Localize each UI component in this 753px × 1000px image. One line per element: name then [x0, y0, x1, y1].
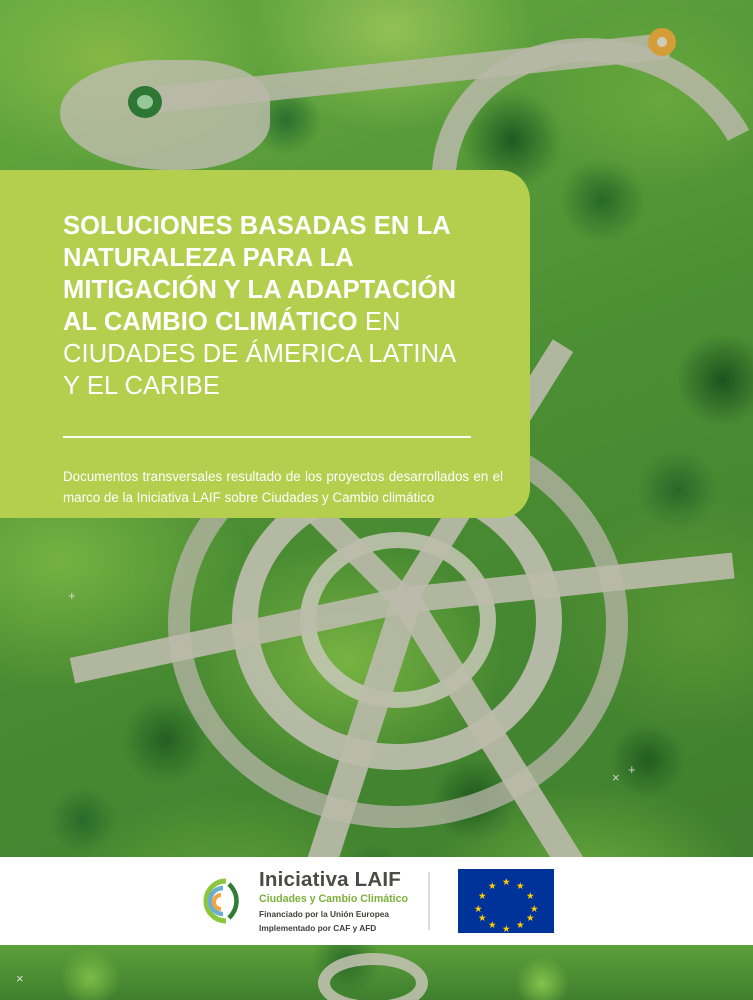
laif-implemented-by: Implementado por CAF y AFD [259, 922, 377, 933]
photo-marker: + [628, 762, 636, 777]
laif-logo-text [259, 869, 408, 934]
cover-title-panel [0, 170, 530, 518]
cover-footer-band [0, 857, 753, 945]
photo-marker: × [16, 971, 24, 986]
laif-tagline: Ciudades y Cambio Climático [259, 892, 408, 905]
photo-marker: × [612, 770, 620, 785]
footer-divider [428, 872, 430, 930]
park-ring-path-sliver [318, 953, 428, 1000]
laif-financed-by: Financiado por la Unión Europea [259, 908, 390, 919]
page-title [63, 210, 470, 402]
photo-marker: + [68, 588, 76, 603]
laif-logo-icon [199, 876, 245, 926]
footer-logo-row [199, 869, 554, 934]
laif-name: Iniciativa LAIF [259, 867, 402, 891]
title-divider [63, 436, 471, 438]
european-union-flag-icon: ★ ★ ★ ★ ★ ★ ★ ★ ★ ★ ★ ★ [458, 869, 554, 933]
title-light-segment: EN CIUDADES DE ÁMERICA LATINA Y EL CARIBE [63, 308, 455, 400]
title-bold-segment: SOLUCIONES BASADAS EN LA NATURALEZA PARA LA MITIGACIÓN Y LA ADAPTACIÓN AL CAMBIO CLIMÁTICO [63, 212, 457, 336]
cover-subtitle: Documentos transversales resultado de los proyectos desarrollados en el marco de la Iniciativa LAIF sobre Ciudades y Cambio climático [63, 468, 503, 505]
next-page-photo-sliver [0, 945, 753, 1000]
